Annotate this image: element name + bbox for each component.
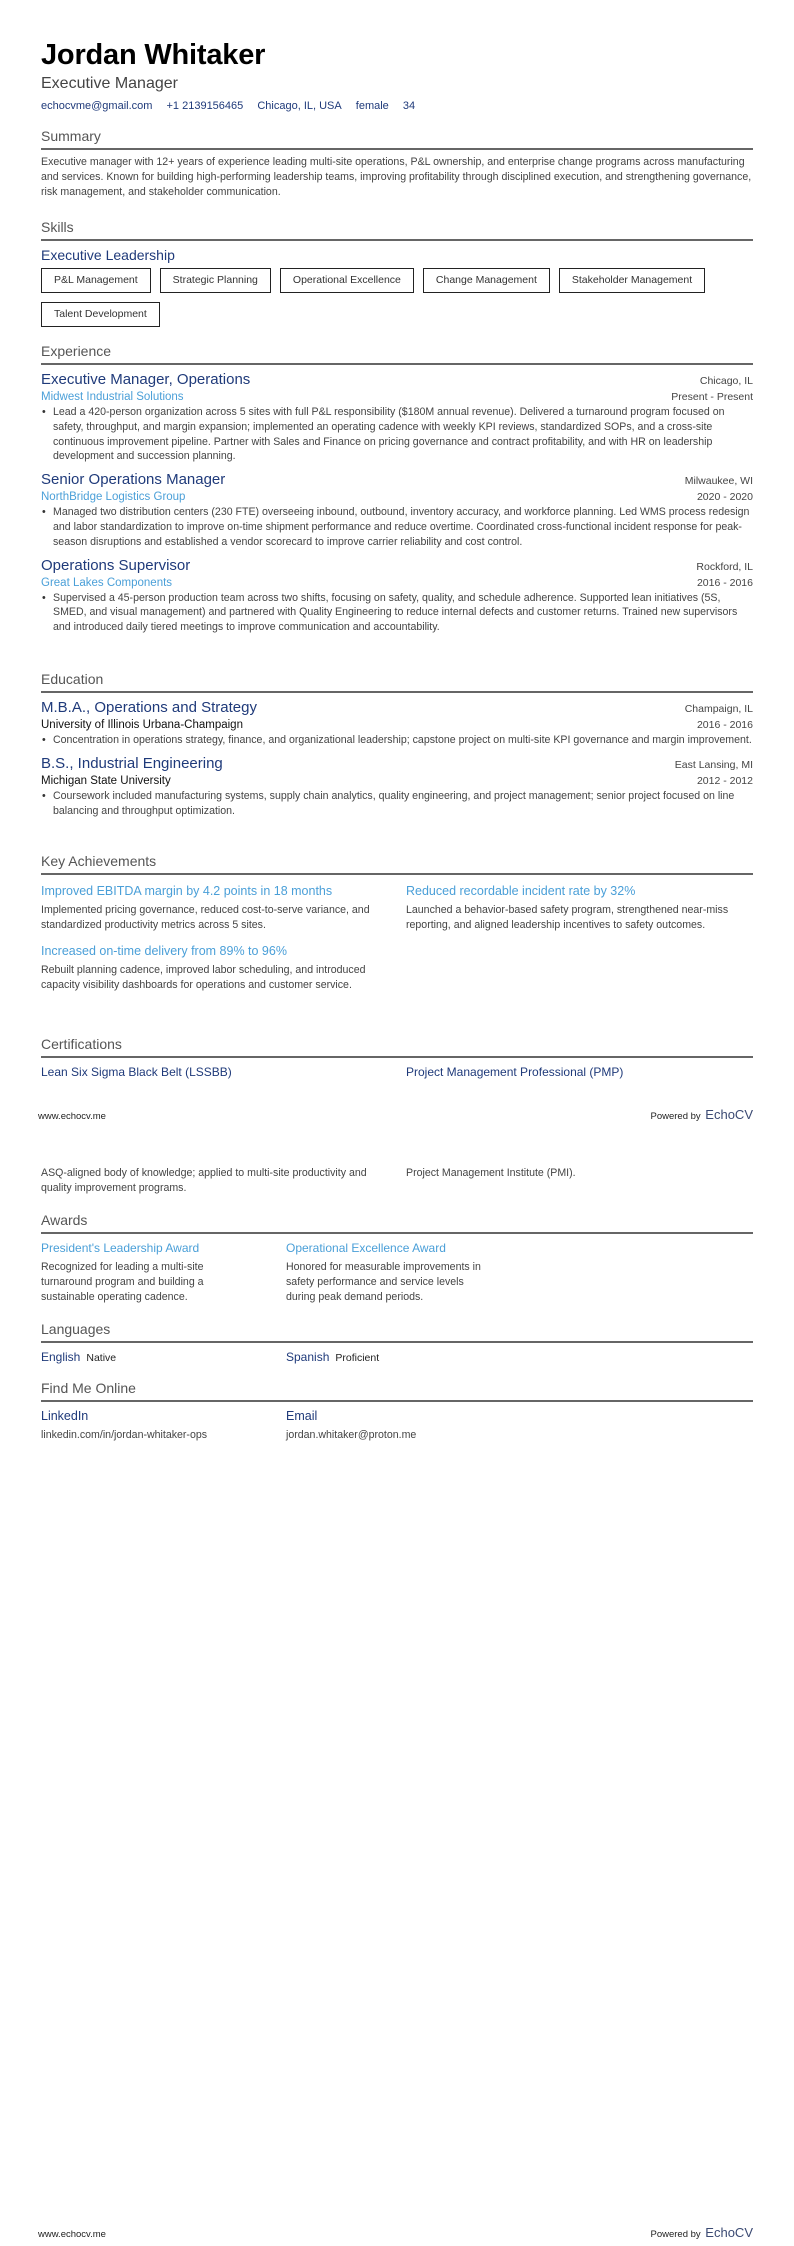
skill-group-title: Executive Leadership [41, 247, 175, 263]
divider [41, 1400, 753, 1402]
achievements-section [41, 853, 753, 1003]
education-bullet: • Concentration in operations strategy, finance, and organizational leadership; capstone project on multi-site KPI governance and margin improvement. [41, 733, 753, 748]
skill-chip: Strategic Planning [160, 268, 271, 293]
contact-email[interactable]: echocvme@gmail.com [41, 100, 153, 112]
job-location: Rockford, IL [696, 560, 753, 573]
contact-gender: female [355, 100, 389, 112]
company-name: NorthBridge Logistics Group [41, 491, 186, 504]
skills-section [41, 219, 753, 327]
certification-text: ASQ-aligned body of knowledge; applied to multi-site productivity and quality improvement programs. [41, 1167, 367, 1194]
job-title: Operations Supervisor [41, 556, 191, 574]
divider [41, 1232, 753, 1234]
award-title: President's Leadership Award [41, 1241, 200, 1255]
brand-logo[interactable]: EchoCV [705, 1107, 753, 1122]
award-item [41, 1240, 286, 1305]
online-label: Email [286, 1409, 318, 1423]
online-item [41, 1407, 286, 1443]
job-bullet: • Supervised a 45-person production team across two shifts, focusing on safety, quality, and schedule adherence. Supported lean initiatives (5S, SMED, and visual management) and partnered with Quality Engineering to reduce internal defects and customer returns. Trained new supervisors and introduced daily tiered meetings to improve communication and accountability. [41, 591, 753, 635]
achievement-text: Implemented pricing governance, reduced cost-to-serve variance, and standardized productivity metrics across 5 sites. [41, 904, 370, 931]
job-title: Senior Operations Manager [41, 471, 226, 489]
certification-title: Lean Six Sigma Black Belt (LSSBB) [41, 1065, 232, 1079]
language-level: Native [86, 1352, 117, 1364]
header [41, 38, 753, 113]
school-location: Champaign, IL [684, 703, 753, 715]
contact-location: Chicago, IL, USA [257, 100, 342, 112]
footer-site-link[interactable]: www.echocv.me [38, 1111, 106, 1122]
experience-entry [41, 470, 753, 549]
company-name: Midwest Industrial Solutions [41, 391, 184, 403]
section-heading-experience: Experience [41, 343, 112, 359]
job-dates: Present - Present [671, 391, 753, 403]
job-dates: 2016 - 2016 [696, 576, 753, 589]
education-section [41, 671, 753, 824]
achievement-item [41, 943, 388, 993]
skill-chip: Stakeholder Management [559, 268, 705, 293]
language-level: Proficient [335, 1352, 380, 1364]
divider [41, 363, 753, 365]
candidate-name: Jordan Whitaker [41, 39, 266, 71]
powered-by-label: Powered by [650, 2229, 701, 2240]
school-location: East Lansing, MI [674, 758, 753, 771]
skill-chip: Operational Excellence [280, 268, 414, 293]
language-item [41, 1348, 286, 1366]
footer-powered-by [650, 2225, 753, 2240]
certifications-section [41, 1036, 753, 1080]
email-link[interactable]: jordan.whitaker@proton.me [286, 1429, 417, 1441]
online-item [286, 1407, 531, 1443]
certification-text: Project Management Institute (PMI). [406, 1167, 576, 1179]
section-heading-certifications: Certifications [41, 1036, 122, 1052]
job-title: Executive Manager, Operations [41, 371, 251, 388]
achievement-item [41, 883, 388, 933]
education-dates: 2012 - 2012 [696, 774, 753, 787]
achievement-title: Improved EBITDA margin by 4.2 points in 18 months [41, 884, 333, 898]
job-location: Chicago, IL [699, 375, 753, 387]
online-label: LinkedIn [41, 1409, 89, 1423]
skill-chip: Change Management [423, 268, 550, 293]
divider [41, 1341, 753, 1343]
section-heading-achievements: Key Achievements [41, 853, 157, 869]
education-entry [41, 754, 753, 819]
skill-chip: P&L Management [41, 268, 151, 293]
resume-page-2 [0, 1123, 794, 2246]
job-location: Milwaukee, WI [684, 475, 753, 488]
section-heading-education: Education [41, 671, 104, 687]
job-dates: 2020 - 2020 [696, 491, 753, 504]
divider [41, 239, 753, 241]
achievement-title: Increased on-time delivery from 89% to 96% [41, 944, 287, 958]
contact-line [41, 99, 753, 113]
online-section [41, 1380, 753, 1443]
language-name: English [41, 1350, 81, 1364]
footer-site-link[interactable]: www.echocv.me [38, 2229, 106, 2240]
section-heading-skills: Skills [41, 219, 74, 235]
experience-section [41, 343, 753, 641]
skill-chips [41, 268, 753, 327]
education-bullet: • Coursework included manufacturing systems, supply chain analytics, quality engineering, and project management; senior project focused on line balancing and throughput optimization. [41, 789, 753, 819]
divider [41, 873, 753, 875]
skill-chip: Talent Development [41, 302, 160, 327]
certification-title: Project Management Professional (PMP) [406, 1065, 624, 1079]
section-heading-languages: Languages [41, 1321, 111, 1337]
degree-title: M.B.A., Operations and Strategy [41, 699, 257, 716]
education-entry [41, 698, 753, 748]
divider [41, 148, 753, 150]
school-name: University of Illinois Urbana-Champaign [41, 719, 243, 731]
divider [41, 691, 753, 693]
summary-section [41, 128, 753, 200]
certifications-continued [41, 1166, 753, 1196]
footer-powered-by [650, 1107, 753, 1122]
candidate-title: Executive Manager [41, 75, 178, 92]
achievement-text: Rebuilt planning cadence, improved labor scheduling, and introduced capacity visibility dashboards for operations and customer service. [41, 964, 366, 991]
section-heading-awards: Awards [41, 1212, 88, 1228]
page-footer [38, 1107, 753, 1122]
award-text: Recognized for leading a multi-site turnaround program and building a sustainable operating cadence. [41, 1261, 204, 1303]
education-dates: 2016 - 2016 [696, 719, 753, 731]
divider [41, 1056, 753, 1058]
section-heading-online: Find Me Online [41, 1380, 136, 1396]
job-bullet: • Lead a 420-person organization across 5 sites with full P&L responsibility ($180M annual revenue). Delivered a turnaround program focused on safety, throughput, and margin expansion; implemented an operating cadence with weekly KPI reviews, standardized SOPs, and a cross-site continuous improvement pipeline. Partner with Sales and Finance on pricing governance and contract profitability, and with HR on leadership development and succession planning. [41, 405, 753, 464]
achievement-item [406, 883, 753, 933]
languages-section [41, 1321, 753, 1366]
section-heading-summary: Summary [41, 128, 101, 144]
language-name: Spanish [286, 1350, 330, 1364]
achievement-text: Launched a behavior-based safety program, strengthened near-miss reporting, and aligned leadership incentives to safety outcomes. [406, 904, 729, 931]
experience-entry [41, 370, 753, 464]
award-item [286, 1240, 531, 1305]
contact-age: 34 [402, 100, 416, 112]
language-item [286, 1348, 531, 1366]
linkedin-link[interactable]: linkedin.com/in/jordan-whitaker-ops [41, 1429, 208, 1441]
summary-text: Executive manager with 12+ years of experience leading multi-site operations, P&L ownership, and enterprise change programs across manufacturing and services. Known for building high-performing leadership teams, improving profitability through disciplined execution, and strengthening governance, risk management, and stakeholder communication. [41, 156, 752, 198]
company-name: Great Lakes Components [41, 576, 173, 589]
school-name: Michigan State University [41, 774, 171, 787]
contact-phone[interactable]: +1 2139156465 [166, 100, 244, 112]
job-bullet: • Managed two distribution centers (230 FTE) overseeing inbound, outbound, inventory accuracy, and workforce planning. Led WMS process redesign and labor standardization to improve on-time shipment performance and reduce overtime. Coordinated cross-functional incident response for peak-season disruptions and established a vendor scorecard to improve carrier reliability and cost control. [41, 505, 753, 549]
degree-title: B.S., Industrial Engineering [41, 754, 223, 772]
awards-section [41, 1212, 753, 1305]
award-text: Honored for measurable improvements in safety performance and service levels during peak demand periods. [286, 1261, 481, 1303]
award-title: Operational Excellence Award [286, 1241, 446, 1255]
page-footer [38, 2225, 753, 2240]
brand-logo[interactable]: EchoCV [705, 2225, 753, 2240]
achievement-title: Reduced recordable incident rate by 32% [406, 884, 636, 898]
experience-entry [41, 556, 753, 635]
powered-by-label: Powered by [650, 1111, 701, 1122]
